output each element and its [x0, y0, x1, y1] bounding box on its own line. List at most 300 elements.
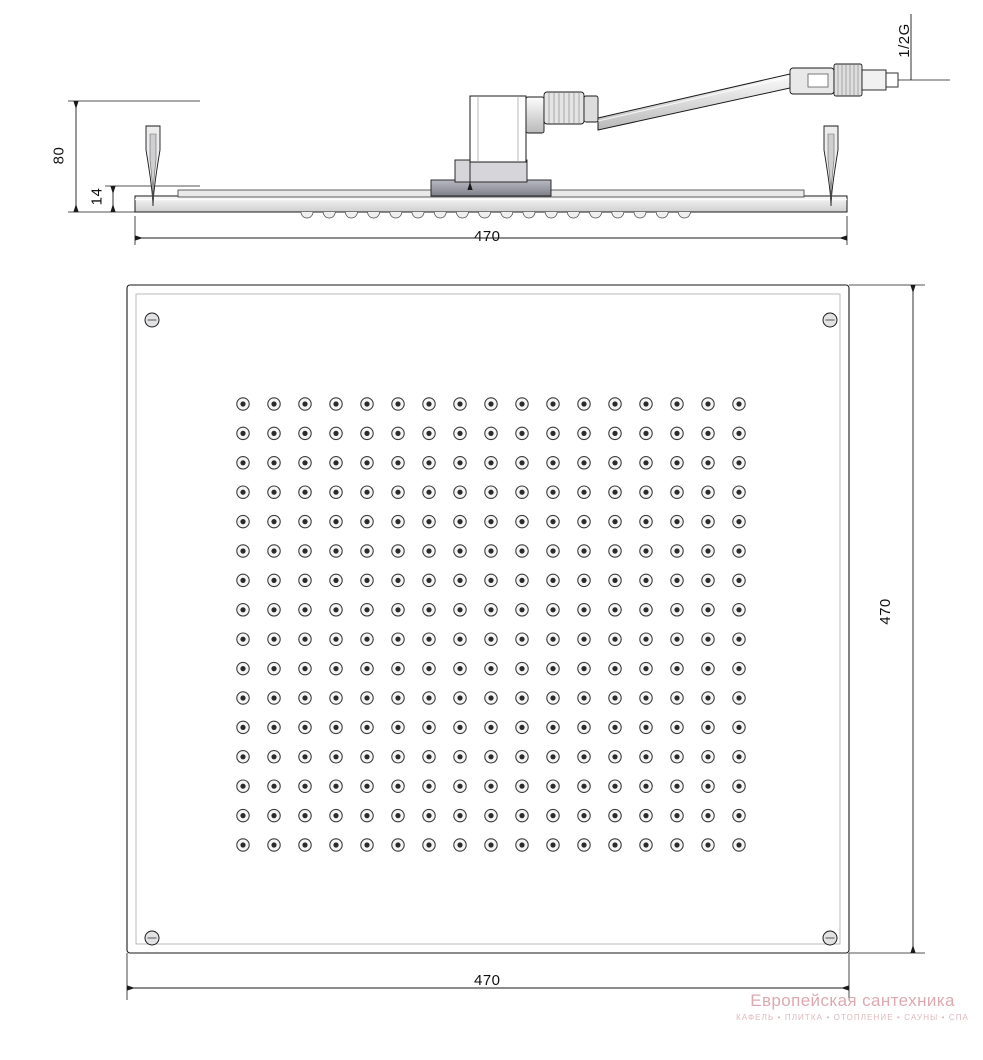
nozzle-hole [271, 725, 276, 730]
nozzle-hole [612, 460, 617, 465]
nozzle-hole [612, 842, 617, 847]
nozzle-hole [550, 519, 555, 524]
nozzle-hole [395, 725, 400, 730]
nozzle-hole [333, 578, 338, 583]
nozzle-hole [333, 607, 338, 612]
nozzle-hole [457, 460, 462, 465]
nozzle-hole [643, 490, 648, 495]
nozzle-hole [643, 754, 648, 759]
nozzle-hole [643, 607, 648, 612]
nozzle-hole [395, 813, 400, 818]
nozzle-hole [333, 548, 338, 553]
nozzle-hole [271, 401, 276, 406]
nozzle-hole [333, 431, 338, 436]
nozzle-hole [519, 695, 524, 700]
nozzle-hole [271, 431, 276, 436]
nozzle-bump-side [567, 212, 579, 218]
watermark-sub: КАФЕЛЬ • ПЛИТКА • ОТОПЛЕНИЕ • САУНЫ • СПА [736, 1013, 969, 1022]
nozzle-hole [736, 519, 741, 524]
nozzle-hole [550, 666, 555, 671]
nozzle-hole [364, 431, 369, 436]
nozzle-hole [364, 460, 369, 465]
nozzle-hole [643, 666, 648, 671]
nozzle-hole [705, 842, 710, 847]
nozzle-hole [674, 842, 679, 847]
nozzle-hole [457, 548, 462, 553]
nozzle-hole [674, 754, 679, 759]
nozzle-hole [302, 548, 307, 553]
nozzle-hole [612, 637, 617, 642]
nozzle-hole [705, 548, 710, 553]
elbow-joint-side [526, 92, 598, 133]
nozzle-hole [426, 666, 431, 671]
nozzle-hole [705, 754, 710, 759]
nozzle-bump-side [612, 212, 624, 218]
nozzle-hole [240, 519, 245, 524]
nozzle-hole [240, 784, 245, 789]
nozzle-hole [519, 666, 524, 671]
nozzle-hole [643, 431, 648, 436]
jet-nozzle-right-side [824, 126, 838, 206]
nozzle-bump-side [345, 212, 357, 218]
nozzle-hole [612, 695, 617, 700]
nozzle-bump-side [412, 212, 424, 218]
nozzle-hole [674, 607, 679, 612]
nozzle-hole [364, 784, 369, 789]
nozzle-hole [395, 754, 400, 759]
nozzle-hole [488, 842, 493, 847]
nozzle-hole [519, 519, 524, 524]
nozzle-hole [550, 695, 555, 700]
nozzle-hole [426, 784, 431, 789]
nozzle-bump-side [323, 212, 335, 218]
nozzle-hole [426, 578, 431, 583]
nozzle-hole [612, 725, 617, 730]
nozzle-hole [426, 607, 431, 612]
nozzle-hole [519, 842, 524, 847]
nozzle-hole [426, 460, 431, 465]
nozzle-hole [581, 666, 586, 671]
nozzle-bump-side [479, 212, 491, 218]
nozzle-hole [395, 460, 400, 465]
nozzle-hole [519, 460, 524, 465]
nozzle-hole [395, 401, 400, 406]
nozzle-hole [581, 813, 586, 818]
nozzle-hole [457, 431, 462, 436]
nozzle-hole [240, 401, 245, 406]
nozzle-hole [488, 548, 493, 553]
nozzle-hole [488, 607, 493, 612]
nozzle-hole [457, 754, 462, 759]
nozzle-hole [333, 637, 338, 642]
nozzle-hole [271, 548, 276, 553]
nozzle-hole [240, 578, 245, 583]
nozzle-hole [395, 578, 400, 583]
nozzle-hole [457, 637, 462, 642]
nozzle-hole [240, 842, 245, 847]
nozzle-hole [364, 666, 369, 671]
nozzle-hole [488, 431, 493, 436]
dim-label-470-side: 470 [474, 228, 501, 245]
nozzle-hole [612, 519, 617, 524]
nozzle-hole [581, 460, 586, 465]
nozzle-hole [426, 754, 431, 759]
nozzle-hole [674, 666, 679, 671]
nozzle-hole [581, 548, 586, 553]
nozzle-hole [550, 784, 555, 789]
nozzle-hole [426, 401, 431, 406]
nozzle-bump-side [523, 212, 535, 218]
nozzle-hole [705, 519, 710, 524]
nozzle-hole [395, 519, 400, 524]
nozzle-hole [364, 401, 369, 406]
nozzle-hole [519, 637, 524, 642]
nozzle-hole [395, 548, 400, 553]
nozzle-hole [736, 578, 741, 583]
nozzle-hole [674, 519, 679, 524]
nozzle-hole [705, 607, 710, 612]
nozzle-hole [705, 637, 710, 642]
nozzle-hole [271, 695, 276, 700]
nozzle-hole [457, 842, 462, 847]
nozzle-hole [643, 725, 648, 730]
nozzle-hole [519, 490, 524, 495]
nozzle-hole [302, 813, 307, 818]
nozzle-hole [364, 578, 369, 583]
nozzle-hole [426, 431, 431, 436]
nozzle-hole [736, 842, 741, 847]
nozzle-hole [643, 548, 648, 553]
nozzle-hole [736, 637, 741, 642]
nozzle-hole [488, 519, 493, 524]
nozzle-hole [333, 842, 338, 847]
nozzle-hole [457, 578, 462, 583]
nozzle-hole [736, 725, 741, 730]
nozzle-hole [240, 460, 245, 465]
nozzle-hole [705, 725, 710, 730]
nozzle-hole [488, 490, 493, 495]
nozzle-bump-side [590, 212, 602, 218]
nozzle-hole [519, 725, 524, 730]
nozzle-hole [333, 666, 338, 671]
nozzle-hole [240, 813, 245, 818]
nozzle-hole [271, 754, 276, 759]
nozzle-hole [488, 578, 493, 583]
nozzle-hole [395, 637, 400, 642]
nozzle-hole [705, 784, 710, 789]
nozzle-hole [240, 695, 245, 700]
nozzle-bump-side [634, 212, 646, 218]
nozzle-hole [488, 401, 493, 406]
nozzle-hole [550, 548, 555, 553]
nozzle-hole [395, 490, 400, 495]
nozzle-hole [302, 519, 307, 524]
nozzle-hole [240, 637, 245, 642]
nozzle-hole [302, 695, 307, 700]
nozzle-hole [674, 637, 679, 642]
nozzle-hole [240, 666, 245, 671]
nozzle-hole [426, 725, 431, 730]
nozzle-hole [457, 490, 462, 495]
nozzle-hole [643, 401, 648, 406]
nozzle-hole [395, 666, 400, 671]
nozzle-hole [674, 578, 679, 583]
nozzle-bump-side [456, 212, 468, 218]
nozzle-hole [736, 607, 741, 612]
dim-label-470-height: 470 [876, 598, 894, 625]
nozzle-hole [550, 637, 555, 642]
nozzle-hole [550, 431, 555, 436]
nozzle-hole [302, 725, 307, 730]
nozzle-bump-side [368, 212, 380, 218]
nozzle-hole [519, 548, 524, 553]
nozzle-hole [488, 725, 493, 730]
jet-nozzle-left-side [146, 126, 160, 206]
nozzle-hole [674, 784, 679, 789]
nozzle-hole [643, 784, 648, 789]
nozzle-hole [364, 637, 369, 642]
nozzle-hole [271, 607, 276, 612]
nozzle-hole [488, 637, 493, 642]
watermark-main: Европейская сантехника [750, 991, 955, 1010]
nozzle-hole [426, 519, 431, 524]
nozzle-hole [302, 842, 307, 847]
nozzle-bump-side [678, 212, 690, 218]
nozzle-hole [333, 519, 338, 524]
nozzle-hole [333, 754, 338, 759]
nozzle-hole [581, 725, 586, 730]
nozzle-hole [674, 548, 679, 553]
nozzle-hole [271, 578, 276, 583]
nozzle-hole [364, 695, 369, 700]
nozzle-hole [302, 607, 307, 612]
dim-label-80: 80 [50, 146, 68, 165]
nozzle-hole [395, 431, 400, 436]
nozzle-hole [271, 666, 276, 671]
nozzle-hole [581, 519, 586, 524]
nozzle-hole [364, 725, 369, 730]
nozzle-hole [581, 754, 586, 759]
nozzle-hole [612, 578, 617, 583]
nozzle-hole [550, 842, 555, 847]
nozzle-hole [240, 490, 245, 495]
nozzle-hole [612, 666, 617, 671]
nozzle-hole [271, 460, 276, 465]
nozzle-hole [333, 725, 338, 730]
nozzle-hole [550, 578, 555, 583]
nozzle-hole [581, 784, 586, 789]
nozzle-hole [705, 460, 710, 465]
nozzle-hole [240, 548, 245, 553]
wall-connector-side [790, 64, 898, 96]
nozzle-hole [612, 813, 617, 818]
nozzle-hole [240, 431, 245, 436]
nozzle-hole [426, 490, 431, 495]
nozzle-hole [302, 637, 307, 642]
nozzle-hole [581, 607, 586, 612]
nozzle-hole [643, 813, 648, 818]
nozzle-hole [240, 607, 245, 612]
nozzle-hole [581, 431, 586, 436]
nozzle-hole [457, 401, 462, 406]
nozzle-hole [705, 401, 710, 406]
nozzle-hole [302, 578, 307, 583]
shower-arm-side [598, 74, 790, 130]
nozzle-hole [488, 813, 493, 818]
nozzle-hole [674, 401, 679, 406]
side-view-group [68, 14, 950, 245]
nozzle-hole [364, 548, 369, 553]
nozzle-hole [581, 695, 586, 700]
nozzle-hole [736, 754, 741, 759]
nozzle-hole [674, 695, 679, 700]
nozzle-hole [736, 490, 741, 495]
nozzle-hole [488, 460, 493, 465]
nozzle-hole [674, 460, 679, 465]
nozzle-hole [333, 460, 338, 465]
nozzle-hole [271, 813, 276, 818]
nozzle-bump-side [545, 212, 557, 218]
nozzle-hole [550, 401, 555, 406]
nozzle-hole [271, 637, 276, 642]
nozzle-hole [519, 401, 524, 406]
nozzle-hole [612, 784, 617, 789]
nozzle-hole [302, 490, 307, 495]
nozzle-hole [674, 431, 679, 436]
nozzle-hole [364, 842, 369, 847]
nozzle-hole [488, 754, 493, 759]
nozzle-hole [643, 842, 648, 847]
nozzle-bump-side [501, 212, 513, 218]
nozzle-hole [581, 401, 586, 406]
nozzle-hole [550, 754, 555, 759]
nozzle-hole [395, 784, 400, 789]
nozzle-hole [333, 401, 338, 406]
nozzle-hole [643, 519, 648, 524]
nozzle-hole [364, 607, 369, 612]
nozzle-hole [643, 637, 648, 642]
nozzle-hole [612, 754, 617, 759]
nozzle-hole [519, 754, 524, 759]
nozzle-hole [364, 754, 369, 759]
nozzle-hole [395, 842, 400, 847]
nozzle-hole [736, 401, 741, 406]
nozzle-hole [612, 490, 617, 495]
dim-label-14: 14 [88, 187, 106, 206]
nozzle-hole [302, 460, 307, 465]
nozzle-hole [705, 490, 710, 495]
nozzle-hole [674, 490, 679, 495]
nozzle-hole [302, 754, 307, 759]
nozzle-hole [674, 725, 679, 730]
nozzle-hole [705, 578, 710, 583]
nozzle-hole [457, 813, 462, 818]
nozzle-hole [550, 607, 555, 612]
nozzle-hole [736, 431, 741, 436]
mount-hub-side [431, 160, 551, 196]
nozzle-hole [302, 431, 307, 436]
nozzle-hole [426, 813, 431, 818]
nozzle-hole [302, 666, 307, 671]
nozzle-hole [736, 784, 741, 789]
nozzle-hole [395, 607, 400, 612]
nozzle-hole [705, 813, 710, 818]
nozzle-hole [612, 548, 617, 553]
dim-label-thread: 1/2G [895, 23, 913, 58]
nozzle-hole [581, 842, 586, 847]
nozzle-hole [581, 490, 586, 495]
nozzle-hole [302, 784, 307, 789]
nozzle-hole [550, 460, 555, 465]
nozzle-hole [333, 695, 338, 700]
nozzle-hole [705, 695, 710, 700]
nozzle-hole [612, 607, 617, 612]
nozzle-hole [364, 490, 369, 495]
nozzle-row-side [301, 212, 690, 218]
nozzle-hole [519, 431, 524, 436]
nozzle-hole [612, 431, 617, 436]
nozzle-hole [333, 784, 338, 789]
nozzle-hole [426, 548, 431, 553]
nozzle-hole [426, 637, 431, 642]
nozzle-hole [705, 666, 710, 671]
nozzle-hole [488, 666, 493, 671]
nozzle-hole [519, 578, 524, 583]
nozzle-hole [736, 695, 741, 700]
nozzle-hole [457, 784, 462, 789]
nozzle-hole [333, 490, 338, 495]
nozzle-hole [643, 460, 648, 465]
nozzle-hole [550, 490, 555, 495]
nozzle-hole [364, 519, 369, 524]
nozzle-hole [271, 842, 276, 847]
nozzle-hole [550, 725, 555, 730]
nozzle-hole [519, 607, 524, 612]
nozzle-hole [550, 813, 555, 818]
nozzle-hole [457, 519, 462, 524]
nozzle-hole [457, 695, 462, 700]
nozzle-hole [395, 695, 400, 700]
nozzle-hole [705, 431, 710, 436]
plan-view-group [127, 285, 925, 1000]
nozzle-hole [364, 813, 369, 818]
nozzle-hole [271, 784, 276, 789]
nozzle-hole [643, 695, 648, 700]
nozzle-bump-side [301, 212, 313, 218]
nozzle-hole [457, 666, 462, 671]
nozzle-hole [519, 784, 524, 789]
nozzle-hole [302, 401, 307, 406]
nozzle-bump-side [390, 212, 402, 218]
nozzle-hole [612, 401, 617, 406]
nozzle-hole [736, 666, 741, 671]
nozzle-hole [271, 490, 276, 495]
nozzle-hole [736, 548, 741, 553]
shower-plate-plan [127, 285, 849, 953]
nozzle-hole [457, 607, 462, 612]
nozzle-hole [519, 813, 524, 818]
nozzle-hole [333, 813, 338, 818]
nozzle-hole [488, 695, 493, 700]
nozzle-hole [581, 637, 586, 642]
nozzle-hole [240, 754, 245, 759]
nozzle-hole [736, 813, 741, 818]
nozzle-hole [736, 460, 741, 465]
nozzle-hole [457, 725, 462, 730]
nozzle-hole [426, 695, 431, 700]
nozzle-hole [674, 813, 679, 818]
nozzle-hole [240, 725, 245, 730]
